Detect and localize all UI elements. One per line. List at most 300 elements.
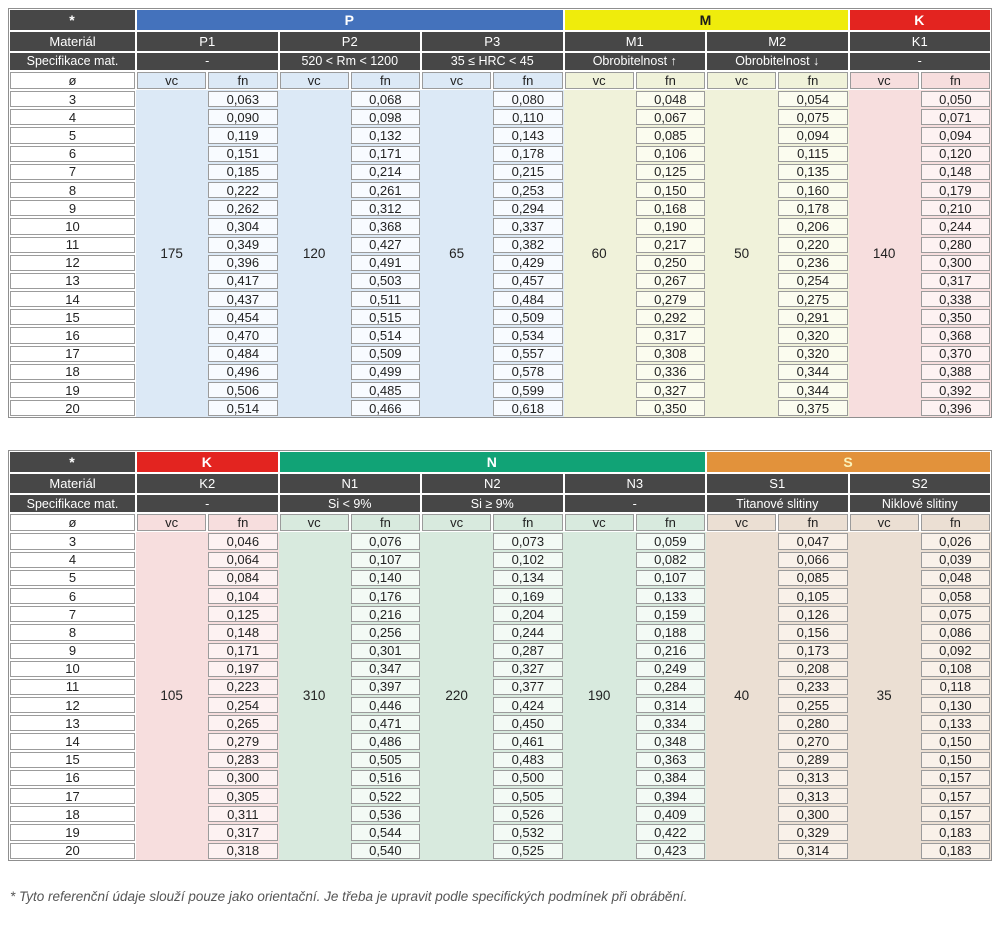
fn-value-n2-text: 0,287 xyxy=(493,643,562,659)
fn-value-s2-text: 0,048 xyxy=(921,570,990,586)
fn-value-n2-text: 0,424 xyxy=(493,697,562,713)
fn-value-k1-text: 0,244 xyxy=(921,218,990,234)
fn-value-s2 xyxy=(920,769,991,787)
fn-value-n3 xyxy=(635,751,706,769)
fn-value-p1 xyxy=(207,308,278,326)
fn-value-n3-text: 0,159 xyxy=(636,606,705,622)
fn-value-n1 xyxy=(350,751,421,769)
fn-value-k1-text: 0,280 xyxy=(921,237,990,253)
diameter-cell-text: 12 xyxy=(10,255,135,271)
fn-value-n1 xyxy=(350,660,421,678)
fn-column-header-p1-text: fn xyxy=(208,72,277,89)
fn-value-n2-text: 0,505 xyxy=(493,788,562,804)
fn-value-k2-text: 0,197 xyxy=(208,661,277,677)
fn-value-m2-text: 0,094 xyxy=(778,127,847,143)
fn-value-s2-text: 0,157 xyxy=(921,788,990,804)
fn-value-s1-text: 0,233 xyxy=(778,679,847,695)
fn-value-k2-text: 0,084 xyxy=(208,570,277,586)
fn-value-n2-text: 0,450 xyxy=(493,715,562,731)
vc-value-s2 xyxy=(849,532,920,859)
vc-column-header-p2 xyxy=(279,71,350,90)
diameter-cell-text: 20 xyxy=(10,843,135,859)
fn-value-m1 xyxy=(635,272,706,290)
diameter-cell xyxy=(9,805,136,823)
spec-row-header xyxy=(9,52,136,71)
fn-value-n1-text: 0,486 xyxy=(351,733,420,749)
fn-value-m1-text: 0,308 xyxy=(636,346,705,362)
fn-value-n2-text: 0,204 xyxy=(493,606,562,622)
fn-value-k2-text: 0,265 xyxy=(208,715,277,731)
vc-column-header-n3-text: vc xyxy=(565,514,634,531)
fn-value-k2 xyxy=(207,532,278,550)
fn-value-k2-text: 0,064 xyxy=(208,552,277,568)
diameter-cell-text: 19 xyxy=(10,824,135,840)
fn-value-s1-text: 0,066 xyxy=(778,552,847,568)
fn-value-k1 xyxy=(920,181,991,199)
fn-value-p2 xyxy=(350,199,421,217)
spec-cell-n1-text: Si < 9% xyxy=(280,495,421,512)
diameter-cell xyxy=(9,532,136,550)
fn-value-p3-text: 0,557 xyxy=(493,346,562,362)
fn-value-n2 xyxy=(492,569,563,587)
fn-value-p1 xyxy=(207,108,278,126)
spec-cell-s1 xyxy=(706,494,849,513)
fn-value-p1 xyxy=(207,126,278,144)
fn-value-k2-text: 0,279 xyxy=(208,733,277,749)
fn-value-p3 xyxy=(492,90,563,108)
vc-column-header-p1-text: vc xyxy=(137,72,206,89)
fn-value-s1 xyxy=(777,714,848,732)
vc-column-header-s1-text: vc xyxy=(707,514,776,531)
vc-column-header-p3-text: vc xyxy=(422,72,491,89)
fn-value-n2 xyxy=(492,532,563,550)
fn-value-p2 xyxy=(350,254,421,272)
fn-value-k2-text: 0,318 xyxy=(208,843,277,859)
material-cell-n3-text: N3 xyxy=(565,474,706,493)
vc-column-header-s1 xyxy=(706,513,777,532)
fn-value-n3-text: 0,409 xyxy=(636,806,705,822)
fn-value-k1-text: 0,120 xyxy=(921,146,990,162)
vc-value-m2 xyxy=(706,90,777,417)
diameter-cell xyxy=(9,363,136,381)
diameter-cell xyxy=(9,254,136,272)
fn-value-p2 xyxy=(350,399,421,417)
fn-value-k2-text: 0,254 xyxy=(208,697,277,713)
vc-column-header-p1 xyxy=(136,71,207,90)
diameter-cell xyxy=(9,714,136,732)
fn-value-n2 xyxy=(492,587,563,605)
diameter-cell-text: 16 xyxy=(10,770,135,786)
fn-value-k2 xyxy=(207,696,278,714)
diameter-cell xyxy=(9,623,136,641)
fn-value-p2-text: 0,466 xyxy=(351,400,420,416)
fn-value-n3 xyxy=(635,605,706,623)
group-band-n-text: N xyxy=(280,452,706,472)
fn-value-m1-text: 0,292 xyxy=(636,309,705,325)
fn-value-m2 xyxy=(777,399,848,417)
fn-value-p1-text: 0,506 xyxy=(208,382,277,398)
diameter-cell xyxy=(9,751,136,769)
fn-value-k2 xyxy=(207,714,278,732)
diameter-cell-text: 12 xyxy=(10,697,135,713)
fn-value-p3 xyxy=(492,308,563,326)
material-cell-n2 xyxy=(421,473,564,494)
vc-column-header-n2 xyxy=(421,513,492,532)
fn-column-header-m1-text: fn xyxy=(636,72,705,89)
diameter-cell-text: 16 xyxy=(10,327,135,343)
fn-value-n3-text: 0,334 xyxy=(636,715,705,731)
fn-value-k1 xyxy=(920,290,991,308)
vc-column-header-k1-text: vc xyxy=(850,72,919,89)
material-cell-s1-text: S1 xyxy=(707,474,848,493)
fn-value-n2-text: 0,483 xyxy=(493,752,562,768)
fn-value-p2-text: 0,514 xyxy=(351,327,420,343)
fn-value-p2-text: 0,098 xyxy=(351,109,420,125)
fn-value-p3-text: 0,178 xyxy=(493,146,562,162)
fn-value-n3 xyxy=(635,532,706,550)
material-cell-s2 xyxy=(849,473,992,494)
diameter-cell xyxy=(9,569,136,587)
fn-value-m1 xyxy=(635,181,706,199)
fn-value-p3-text: 0,509 xyxy=(493,309,562,325)
fn-value-m1-text: 0,106 xyxy=(636,146,705,162)
diameter-cell-text: 4 xyxy=(10,552,135,568)
spec-cell-k2-text: - xyxy=(137,495,278,512)
fn-value-k1-text: 0,094 xyxy=(921,127,990,143)
fn-column-header-s1-text: fn xyxy=(778,514,847,531)
diameter-cell-text: 14 xyxy=(10,733,135,749)
vc-value-s1-text: 40 xyxy=(734,688,750,704)
fn-value-k1-text: 0,148 xyxy=(921,164,990,180)
fn-value-s1-text: 0,329 xyxy=(778,824,847,840)
spec-cell-p3 xyxy=(421,52,564,71)
fn-value-n1 xyxy=(350,642,421,660)
fn-value-m2 xyxy=(777,145,848,163)
diameter-cell-text: 9 xyxy=(10,643,135,659)
diameter-cell xyxy=(9,345,136,363)
vc-value-s1 xyxy=(706,532,777,859)
cutting-data-table-pmk xyxy=(8,8,992,418)
fn-value-m2 xyxy=(777,90,848,108)
diameter-cell xyxy=(9,108,136,126)
fn-column-header-n2 xyxy=(492,513,563,532)
fn-value-s2 xyxy=(920,805,991,823)
fn-value-k2 xyxy=(207,751,278,769)
fn-value-s2-text: 0,118 xyxy=(921,679,990,695)
fn-value-k1 xyxy=(920,254,991,272)
spec-row-header xyxy=(9,494,136,513)
fn-value-n2 xyxy=(492,696,563,714)
fn-value-k1-text: 0,338 xyxy=(921,291,990,307)
fn-value-p3-text: 0,080 xyxy=(493,91,562,107)
fn-value-p2-text: 0,499 xyxy=(351,364,420,380)
fn-value-n1 xyxy=(350,769,421,787)
fn-value-n3-text: 0,363 xyxy=(636,752,705,768)
fn-value-m1 xyxy=(635,163,706,181)
fn-value-p3 xyxy=(492,108,563,126)
fn-value-s1-text: 0,280 xyxy=(778,715,847,731)
fn-column-header-k2 xyxy=(207,513,278,532)
fn-value-p2 xyxy=(350,90,421,108)
fn-value-n2-text: 0,377 xyxy=(493,679,562,695)
fn-value-k2 xyxy=(207,605,278,623)
fn-value-k2 xyxy=(207,769,278,787)
diameter-cell-text: 10 xyxy=(10,218,135,234)
vc-column-header-p2-text: vc xyxy=(280,72,349,89)
fn-value-k1 xyxy=(920,163,991,181)
fn-value-m2 xyxy=(777,308,848,326)
material-cell-k2-text: K2 xyxy=(137,474,278,493)
fn-value-s1-text: 0,126 xyxy=(778,606,847,622)
fn-column-header-n1-text: fn xyxy=(351,514,420,531)
material-cell-m2-text: M2 xyxy=(707,32,848,51)
fn-value-p3 xyxy=(492,399,563,417)
diameter-cell-text: 15 xyxy=(10,752,135,768)
fn-value-k1-text: 0,392 xyxy=(921,382,990,398)
fn-value-m2-text: 0,375 xyxy=(778,400,847,416)
vc-column-header-n1 xyxy=(279,513,350,532)
fn-value-n2 xyxy=(492,551,563,569)
fn-value-s2 xyxy=(920,532,991,550)
fn-value-s2-text: 0,130 xyxy=(921,697,990,713)
diameter-cell-text: 5 xyxy=(10,570,135,586)
diameter-cell-text: 7 xyxy=(10,164,135,180)
diameter-cell xyxy=(9,126,136,144)
fn-value-m2 xyxy=(777,345,848,363)
fn-value-p3 xyxy=(492,272,563,290)
vc-value-n3-text: 190 xyxy=(587,688,611,704)
fn-value-s1-text: 0,313 xyxy=(778,770,847,786)
fn-value-n2-text: 0,500 xyxy=(493,770,562,786)
fn-value-m1-text: 0,190 xyxy=(636,218,705,234)
fn-column-header-p3 xyxy=(492,71,563,90)
fn-value-n1 xyxy=(350,732,421,750)
material-cell-k2 xyxy=(136,473,279,494)
corner-star-cell xyxy=(9,9,136,31)
fn-value-p3 xyxy=(492,290,563,308)
material-cell-n1 xyxy=(279,473,422,494)
diameter-cell-text: 15 xyxy=(10,309,135,325)
fn-value-n2 xyxy=(492,678,563,696)
spec-cell-m1-text: Obrobitelnost ↑ xyxy=(565,53,706,70)
fn-value-p3 xyxy=(492,363,563,381)
fn-value-k2 xyxy=(207,587,278,605)
diameter-cell xyxy=(9,90,136,108)
fn-value-n2-text: 0,073 xyxy=(493,533,562,549)
spec-row-header-text: Specifikace mat. xyxy=(10,495,135,512)
fn-value-p2-text: 0,491 xyxy=(351,255,420,271)
fn-value-p3 xyxy=(492,217,563,235)
group-band-k-text: K xyxy=(137,452,278,472)
fn-value-p1-text: 0,470 xyxy=(208,327,277,343)
fn-value-m1-text: 0,217 xyxy=(636,237,705,253)
diameter-cell xyxy=(9,290,136,308)
fn-value-s2-text: 0,026 xyxy=(921,533,990,549)
fn-value-s1-text: 0,105 xyxy=(778,588,847,604)
fn-value-p2 xyxy=(350,345,421,363)
material-cell-s1 xyxy=(706,473,849,494)
fn-value-p3 xyxy=(492,181,563,199)
spec-cell-p3-text: 35 ≤ HRC < 45 xyxy=(422,53,563,70)
vc-column-header-k2-text: vc xyxy=(137,514,206,531)
fn-value-k2-text: 0,300 xyxy=(208,770,277,786)
fn-value-n3-text: 0,216 xyxy=(636,643,705,659)
fn-value-s2 xyxy=(920,642,991,660)
fn-value-k1 xyxy=(920,108,991,126)
spec-row-header-text: Specifikace mat. xyxy=(10,53,135,70)
fn-value-n2-text: 0,244 xyxy=(493,624,562,640)
diameter-cell xyxy=(9,605,136,623)
diameter-cell xyxy=(9,678,136,696)
fn-value-p3-text: 0,599 xyxy=(493,382,562,398)
fn-value-s2-text: 0,039 xyxy=(921,552,990,568)
fn-value-s1-text: 0,289 xyxy=(778,752,847,768)
fn-value-s2-text: 0,157 xyxy=(921,770,990,786)
material-cell-k1-text: K1 xyxy=(850,32,991,51)
fn-value-n3 xyxy=(635,732,706,750)
fn-value-k2-text: 0,283 xyxy=(208,752,277,768)
vc-value-s2-text: 35 xyxy=(876,688,892,704)
fn-value-p2 xyxy=(350,381,421,399)
material-cell-p1 xyxy=(136,31,279,52)
fn-value-n1-text: 0,216 xyxy=(351,606,420,622)
diameter-cell xyxy=(9,399,136,417)
fn-value-m1 xyxy=(635,199,706,217)
fn-value-s2-text: 0,108 xyxy=(921,661,990,677)
vc-value-n2 xyxy=(421,532,492,859)
fn-value-k2 xyxy=(207,660,278,678)
spec-cell-n3 xyxy=(564,494,707,513)
fn-value-s1 xyxy=(777,532,848,550)
fn-value-p1-text: 0,222 xyxy=(208,182,277,198)
fn-value-s1 xyxy=(777,587,848,605)
fn-value-n1-text: 0,140 xyxy=(351,570,420,586)
diameter-cell xyxy=(9,199,136,217)
fn-value-m1 xyxy=(635,363,706,381)
fn-value-m1 xyxy=(635,126,706,144)
fn-value-k2-text: 0,104 xyxy=(208,588,277,604)
fn-value-p1-text: 0,454 xyxy=(208,309,277,325)
fn-value-m1 xyxy=(635,254,706,272)
fn-column-header-p3-text: fn xyxy=(493,72,562,89)
fn-column-header-n3-text: fn xyxy=(636,514,705,531)
diameter-cell xyxy=(9,551,136,569)
vc-column-header-m2-text: vc xyxy=(707,72,776,89)
fn-value-k1-text: 0,368 xyxy=(921,327,990,343)
fn-value-n3 xyxy=(635,569,706,587)
fn-value-k2 xyxy=(207,678,278,696)
fn-value-m2-text: 0,344 xyxy=(778,382,847,398)
diameter-cell-text: 7 xyxy=(10,606,135,622)
vc-column-header-m1 xyxy=(564,71,635,90)
fn-value-s1 xyxy=(777,769,848,787)
fn-value-n1-text: 0,076 xyxy=(351,533,420,549)
fn-value-k1-text: 0,317 xyxy=(921,273,990,289)
diameter-cell xyxy=(9,823,136,841)
fn-column-header-k1 xyxy=(920,71,991,90)
fn-value-p1-text: 0,151 xyxy=(208,146,277,162)
fn-value-n3-text: 0,314 xyxy=(636,697,705,713)
fn-value-n2 xyxy=(492,823,563,841)
fn-value-p2 xyxy=(350,145,421,163)
diameter-cell-text: 9 xyxy=(10,200,135,216)
vc-column-header-p3 xyxy=(421,71,492,90)
fn-value-s1-text: 0,270 xyxy=(778,733,847,749)
vc-column-header-s2 xyxy=(849,513,920,532)
fn-value-p1-text: 0,304 xyxy=(208,218,277,234)
fn-value-s1 xyxy=(777,696,848,714)
fn-value-m2-text: 0,206 xyxy=(778,218,847,234)
fn-value-p3 xyxy=(492,381,563,399)
fn-value-n2-text: 0,526 xyxy=(493,806,562,822)
fn-value-s1-text: 0,173 xyxy=(778,643,847,659)
diameter-cell-text: 11 xyxy=(10,237,135,253)
fn-value-k2 xyxy=(207,823,278,841)
fn-value-p1 xyxy=(207,363,278,381)
fn-value-p2 xyxy=(350,108,421,126)
spec-cell-p2-text: 520 < Rm < 1200 xyxy=(280,53,421,70)
material-cell-n1-text: N1 xyxy=(280,474,421,493)
fn-value-m2 xyxy=(777,363,848,381)
fn-value-s2 xyxy=(920,787,991,805)
diameter-column-header xyxy=(9,513,136,532)
fn-value-p2-text: 0,485 xyxy=(351,382,420,398)
fn-value-m2 xyxy=(777,163,848,181)
fn-column-header-n3 xyxy=(635,513,706,532)
fn-value-s2 xyxy=(920,842,991,860)
fn-value-p2-text: 0,068 xyxy=(351,91,420,107)
fn-value-n1 xyxy=(350,532,421,550)
fn-value-m1-text: 0,267 xyxy=(636,273,705,289)
fn-value-m1-text: 0,350 xyxy=(636,400,705,416)
diameter-cell xyxy=(9,308,136,326)
fn-value-n3 xyxy=(635,696,706,714)
fn-value-p1 xyxy=(207,181,278,199)
fn-value-s2-text: 0,150 xyxy=(921,752,990,768)
fn-value-n3-text: 0,384 xyxy=(636,770,705,786)
fn-value-m1-text: 0,317 xyxy=(636,327,705,343)
fn-value-p1-text: 0,349 xyxy=(208,237,277,253)
fn-value-m1 xyxy=(635,308,706,326)
fn-value-m2-text: 0,115 xyxy=(778,146,847,162)
vc-column-header-n2-text: vc xyxy=(422,514,491,531)
fn-value-n2 xyxy=(492,714,563,732)
vc-column-header-k2 xyxy=(136,513,207,532)
fn-value-n1-text: 0,446 xyxy=(351,697,420,713)
spec-cell-n2 xyxy=(421,494,564,513)
material-cell-p1-text: P1 xyxy=(137,32,278,51)
fn-value-p1 xyxy=(207,145,278,163)
diameter-cell xyxy=(9,642,136,660)
fn-value-k2-text: 0,125 xyxy=(208,606,277,622)
fn-value-n2-text: 0,327 xyxy=(493,661,562,677)
material-cell-m2 xyxy=(706,31,849,52)
vc-column-header-m2 xyxy=(706,71,777,90)
fn-value-n1-text: 0,522 xyxy=(351,788,420,804)
fn-value-p3-text: 0,337 xyxy=(493,218,562,234)
spec-cell-k1-text: - xyxy=(850,53,991,70)
fn-value-p2-text: 0,214 xyxy=(351,164,420,180)
fn-value-p2 xyxy=(350,126,421,144)
fn-value-p2 xyxy=(350,308,421,326)
fn-value-p1-text: 0,185 xyxy=(208,164,277,180)
vc-value-m1 xyxy=(564,90,635,417)
fn-value-p3-text: 0,429 xyxy=(493,255,562,271)
fn-value-m2-text: 0,344 xyxy=(778,364,847,380)
fn-value-n3-text: 0,188 xyxy=(636,624,705,640)
fn-value-p3 xyxy=(492,145,563,163)
vc-value-p3-text: 65 xyxy=(449,245,465,261)
